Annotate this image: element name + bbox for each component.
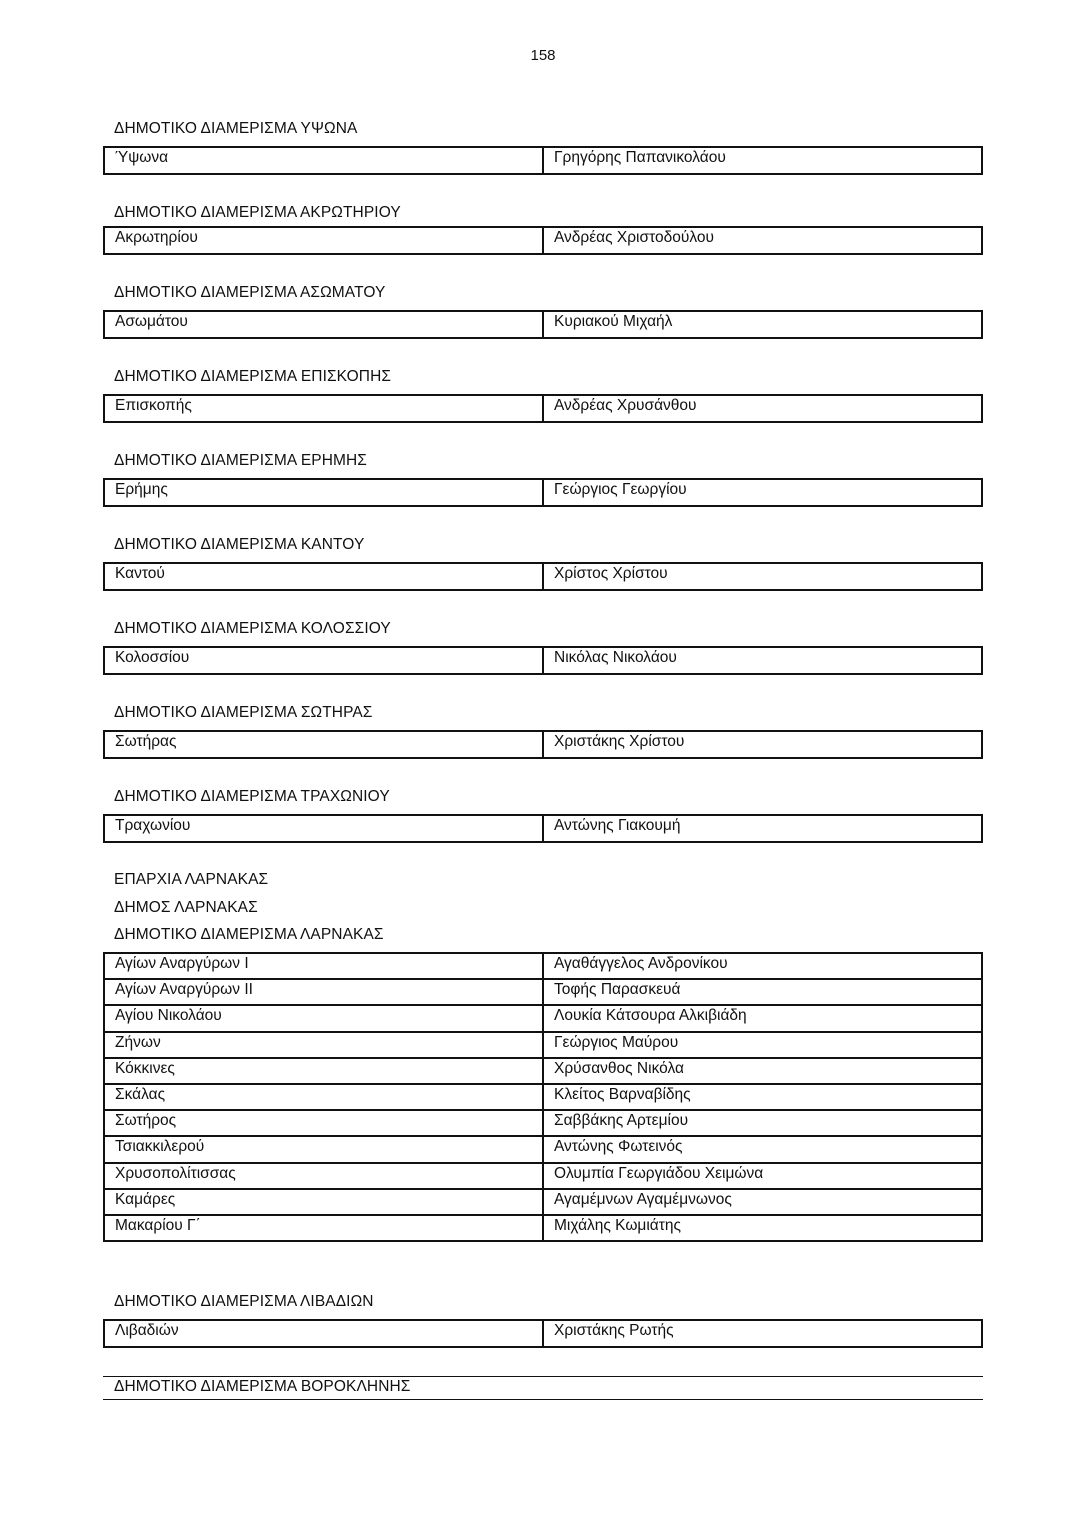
table-row [104,311,982,338]
table-row [104,1032,982,1058]
section-table [103,226,983,255]
table-row [104,731,982,758]
community-cell: Μακαρίου Γ΄ [104,1215,543,1241]
table-row [104,147,982,174]
table-row [104,479,982,506]
community-cell: Κολοσσίου [104,647,543,674]
table-row [104,1163,982,1189]
larnaca-table [103,952,983,1242]
representative-cell: Ολυμπία Γεωργιάδου Χειμώνα [543,1163,982,1189]
representative-cell: Μιχάλης Κωμιάτης [543,1215,982,1241]
section-heading: ΔΗΜΟΤΙΚΟ ΔΙΑΜΕΡΙΣΜΑ ΑΣΩΜΑΤΟΥ [114,284,386,301]
community-cell: Σκάλας [104,1084,543,1110]
representative-cell: Ανδρέας Χρυσάνθου [543,395,982,422]
section-heading: ΔΗΜΟΤΙΚΟ ΔΙΑΜΕΡΙΣΜΑ ΥΨΩΝΑ [114,120,358,137]
section-heading: ΔΗΜΟΤΙΚΟ ΔΙΑΜΕΡΙΣΜΑ ΕΡΗΜΗΣ [114,452,367,469]
table-row [104,1136,982,1162]
table-row [104,227,982,254]
community-cell: Ζήνων [104,1032,543,1058]
section-heading: ΔΗΜΟΤΙΚΟ ΔΙΑΜΕΡΙΣΜΑ ΣΩΤΗΡΑΣ [114,704,373,721]
section-table [103,478,983,507]
section-table [103,146,983,175]
page-number: 158 [530,47,556,64]
section-heading: ΔΗΜΟΤΙΚΟ ΔΙΑΜΕΡΙΣΜΑ ΛΑΡΝΑΚΑΣ [114,926,384,943]
representative-cell: Χρίστος Χρίστου [543,563,982,590]
representative-cell: Γρηγόρης Παπανικολάου [543,147,982,174]
representative-cell: Γεώργιος Μαύρου [543,1032,982,1058]
district-heading: ΕΠΑΡΧΙΑ ΛΑΡΝΑΚΑΣ [114,871,269,888]
community-cell: Λιβαδιών [104,1320,543,1347]
community-cell: Αγίων Αναργύρων ΙΙ [104,979,543,1005]
section-table [103,310,983,339]
representative-cell: Γεώργιος Γεωργίου [543,479,982,506]
section-heading: ΔΗΜΟΤΙΚΟ ΔΙΑΜΕΡΙΣΜΑ ΒΟΡΟΚΛΗΝΗΣ [114,1378,411,1395]
community-cell: Ακρωτηρίου [104,227,543,254]
representative-cell: Ανδρέας Χριστοδούλου [543,227,982,254]
community-cell: Επισκοπής [104,395,543,422]
community-cell: Σωτήρας [104,731,543,758]
section-heading: ΔΗΜΟΤΙΚΟ ΔΙΑΜΕΡΙΣΜΑ ΑΚΡΩΤΗΡΙΟΥ [114,204,401,221]
representative-cell: Κλείτος Βαρναβίδης [543,1084,982,1110]
community-cell: Κόκκινες [104,1058,543,1084]
table-row [104,1058,982,1084]
section-table [103,562,983,591]
municipality-heading: ΔΗΜΟΣ ΛΑΡΝΑΚΑΣ [114,899,258,916]
community-cell: Καντού [104,563,543,590]
representative-cell: Σαββάκης Αρτεμίου [543,1110,982,1136]
representative-cell: Χριστάκης Χρίστου [543,731,982,758]
community-cell: Τραχωνίου [104,815,543,842]
representative-cell: Αντώνης Φωτεινός [543,1136,982,1162]
table-row [104,815,982,842]
section-rule-bottom [103,1399,983,1400]
section-rule-top [103,1376,983,1377]
table-row [104,647,982,674]
table-row [104,395,982,422]
section-table [103,394,983,423]
community-cell: Σωτήρος [104,1110,543,1136]
table-row [104,953,982,979]
representative-cell: Κυριακού Μιχαήλ [543,311,982,338]
section-heading: ΔΗΜΟΤΙΚΟ ΔΙΑΜΕΡΙΣΜΑ ΚΟΛΟΣΣΙΟΥ [114,620,391,637]
representative-cell: Αντώνης Γιακουμή [543,815,982,842]
representative-cell: Τοφής Παρασκευά [543,979,982,1005]
community-cell: Αγίων Αναργύρων Ι [104,953,543,979]
representative-cell: Λουκία Κάτσουρα Αλκιβιάδη [543,1005,982,1031]
table-row [104,1084,982,1110]
table-row [104,1005,982,1031]
representative-cell: Χρύσανθος Νικόλα [543,1058,982,1084]
table-row [104,979,982,1005]
section-table [103,730,983,759]
representative-cell: Νικόλας Νικολάου [543,647,982,674]
representative-cell: Αγαμέμνων Αγαμέμνωνος [543,1189,982,1215]
table-row [104,1189,982,1215]
table-row [104,1215,982,1241]
section-heading: ΔΗΜΟΤΙΚΟ ΔΙΑΜΕΡΙΣΜΑ ΤΡΑΧΩΝΙΟΥ [114,788,390,805]
community-cell: Ερήμης [104,479,543,506]
table-row [104,563,982,590]
table-row [104,1110,982,1136]
section-heading: ΔΗΜΟΤΙΚΟ ΔΙΑΜΕΡΙΣΜΑ ΚΑΝΤΟΥ [114,536,365,553]
community-cell: Τσιακκιλερού [104,1136,543,1162]
representative-cell: Χριστάκης Ρωτής [543,1320,982,1347]
section-heading: ΔΗΜΟΤΙΚΟ ΔΙΑΜΕΡΙΣΜΑ ΕΠΙΣΚΟΠΗΣ [114,368,392,385]
section-table [103,1319,983,1348]
community-cell: Χρυσοπολίτισσας [104,1163,543,1189]
section-heading: ΔΗΜΟΤΙΚΟ ΔΙΑΜΕΡΙΣΜΑ ΛΙΒΑΔΙΩΝ [114,1293,374,1310]
community-cell: Αγίου Νικολάου [104,1005,543,1031]
section-table [103,646,983,675]
community-cell: Ασωμάτου [104,311,543,338]
section-table [103,814,983,843]
community-cell: Καμάρες [104,1189,543,1215]
community-cell: Ύψωνα [104,147,543,174]
table-row [104,1320,982,1347]
representative-cell: Αγαθάγγελος Ανδρονίκου [543,953,982,979]
